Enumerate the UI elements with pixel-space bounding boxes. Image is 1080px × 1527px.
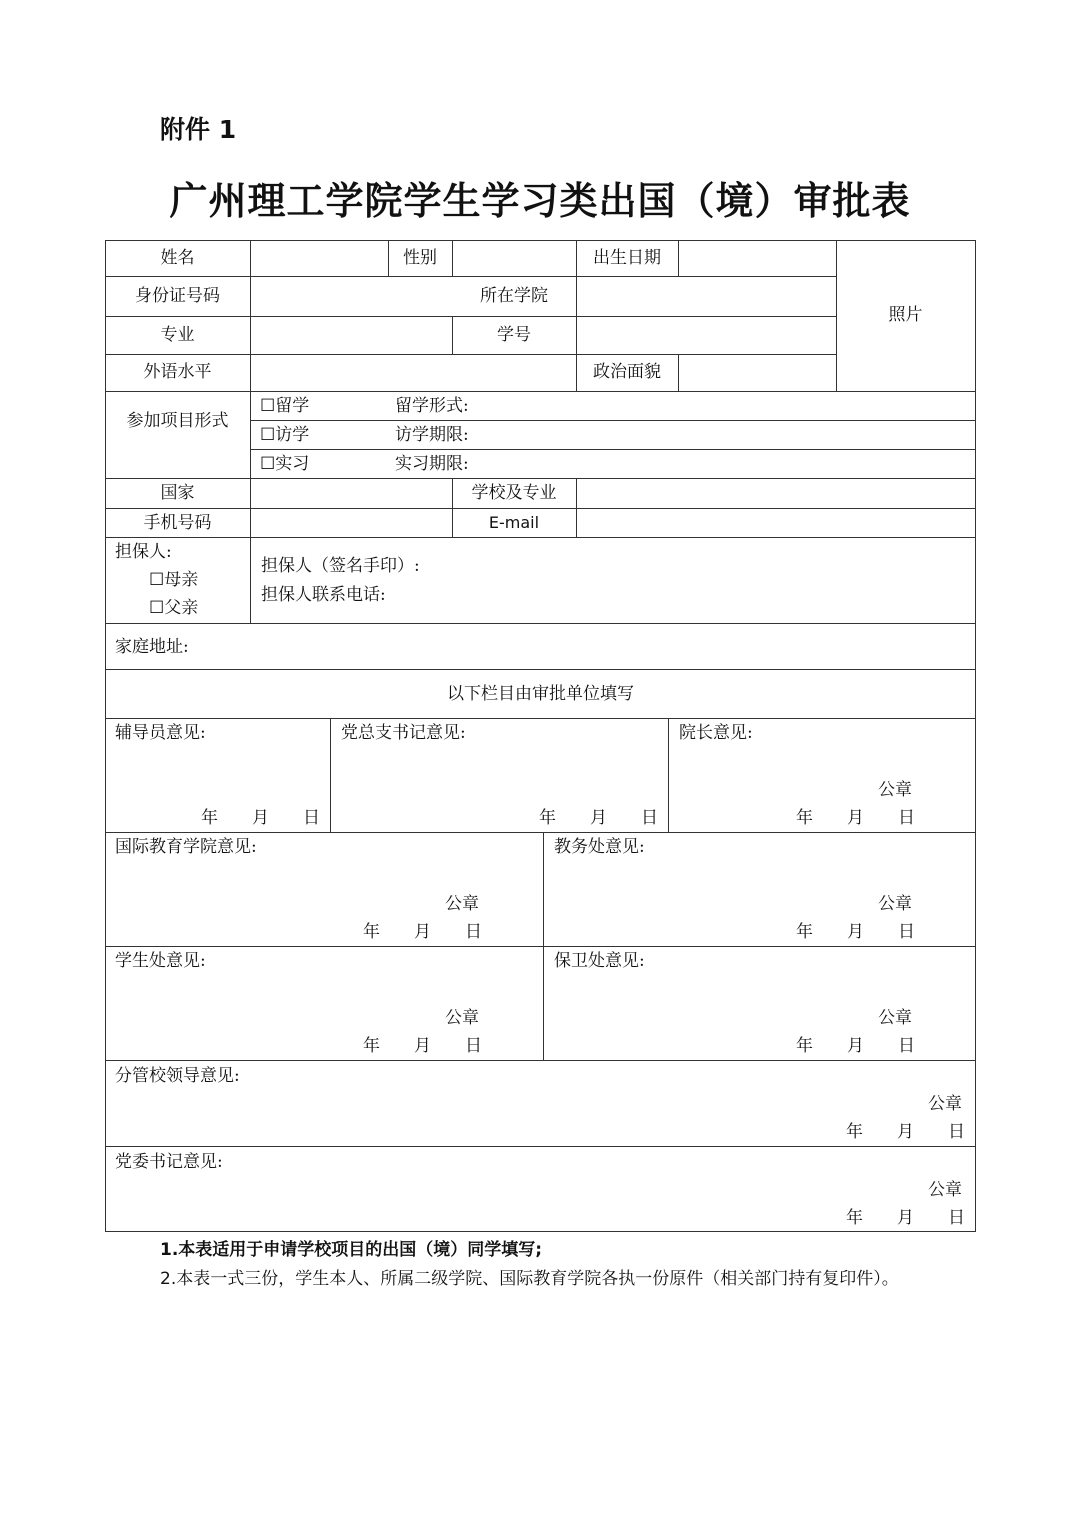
form-line: [105, 391, 976, 392]
form-line: [105, 478, 976, 479]
form-line: [678, 240, 679, 276]
country-label: 国家: [160, 483, 195, 503]
intl-college-seal: 公章: [445, 894, 479, 914]
mobile-label: 手机号码: [143, 513, 212, 533]
gender-label: 性别: [403, 248, 437, 268]
form-line: [250, 420, 976, 421]
student-affairs-seal: 公章: [445, 1008, 479, 1028]
guarantor-phone-label: 担保人联系电话:: [261, 585, 386, 605]
visiting-period-label: 访学期限:: [395, 425, 469, 445]
dean-date: 年 月 日: [796, 808, 915, 828]
form-line: [105, 1060, 976, 1061]
college-label: 所在学院: [480, 286, 548, 306]
form-line: [105, 623, 976, 624]
political-status-label: 政治面貌: [593, 362, 661, 382]
school-major-label: 学校及专业: [471, 483, 557, 503]
form-line: [105, 946, 976, 947]
academic-affairs-date: 年 月 日: [796, 922, 915, 942]
intl-college-date: 年 月 日: [363, 922, 482, 942]
checkbox-father[interactable]: ☐父亲: [149, 598, 199, 618]
form-line: [105, 354, 836, 355]
form-line: [678, 354, 679, 391]
form-line: [105, 240, 106, 1232]
form-line: [576, 478, 577, 537]
security-date: 年 月 日: [796, 1036, 915, 1056]
student-affairs-date: 年 月 日: [363, 1036, 482, 1056]
form-line: [105, 240, 976, 241]
guarantor-label: 担保人:: [115, 542, 172, 562]
checkbox-visiting[interactable]: ☐访学: [260, 425, 310, 445]
photo-label: 照片: [888, 305, 923, 325]
dean-opinion-label: 院长意见:: [679, 723, 753, 743]
academic-affairs-seal: 公章: [878, 894, 912, 914]
language-level-label: 外语水平: [143, 362, 212, 382]
school-leader-date: 年 月 日: [846, 1122, 965, 1142]
project-form-label: 参加项目形式: [126, 411, 229, 431]
student-affairs-opinion-label: 学生处意见:: [115, 951, 206, 971]
email-label: E-mail: [488, 513, 540, 532]
party-secretary-date: 年 月 日: [846, 1208, 965, 1228]
study-form-label: 留学形式:: [395, 396, 469, 416]
form-line: [105, 832, 976, 833]
form-line: [105, 718, 976, 719]
student-id-label: 学号: [497, 325, 531, 345]
security-opinion-label: 保卫处意见:: [554, 951, 645, 971]
checkbox-mother[interactable]: ☐母亲: [149, 570, 199, 590]
party-branch-date: 年 月 日: [539, 808, 658, 828]
home-address-label: 家庭地址:: [115, 637, 189, 657]
party-secretary-seal: 公章: [928, 1180, 962, 1200]
form-line: [105, 508, 976, 509]
form-line: [543, 832, 544, 1060]
party-secretary-opinion-label: 党委书记意见:: [115, 1152, 223, 1172]
academic-affairs-opinion-label: 教务处意见:: [554, 837, 645, 857]
form-line: [452, 240, 453, 276]
form-line: [975, 240, 976, 1232]
approval-form: [105, 240, 976, 1232]
security-seal: 公章: [878, 1008, 912, 1028]
note-1: 1.本表适用于申请学校项目的出国（境）同学填写;: [160, 1240, 543, 1260]
notes: [160, 1236, 940, 1294]
form-line: [105, 537, 976, 538]
id-number-label: 身份证号码: [135, 286, 220, 306]
form-line: [105, 1146, 976, 1147]
form-line: [105, 316, 836, 317]
form-line: [105, 669, 976, 670]
page-title: 广州理工学院学生学习类出国（境）审批表: [169, 179, 911, 223]
form-line: [250, 449, 976, 450]
internship-period-label: 实习期限:: [395, 454, 469, 474]
approval-header: 以下栏目由审批单位填写: [447, 684, 634, 704]
name-label: 姓名: [160, 248, 195, 268]
intl-college-opinion-label: 国际教育学院意见:: [115, 837, 257, 857]
counselor-date: 年 月 日: [201, 808, 320, 828]
school-leader-seal: 公章: [928, 1094, 962, 1114]
party-branch-opinion-label: 党总支书记意见:: [341, 723, 466, 743]
school-leader-opinion-label: 分管校领导意见:: [115, 1066, 240, 1086]
guarantor-sign-label: 担保人（签名手印）:: [261, 556, 420, 576]
dean-seal: 公章: [878, 780, 912, 800]
form-line: [250, 240, 251, 623]
attachment-label: 附件 1: [160, 115, 237, 144]
checkbox-internship[interactable]: ☐实习: [260, 454, 310, 474]
form-line: [105, 276, 836, 277]
birth-date-label: 出生日期: [593, 248, 661, 268]
checkbox-study-abroad[interactable]: ☐留学: [260, 396, 310, 416]
major-label: 专业: [160, 325, 195, 345]
note-2: 2.本表一式三份，学生本人、所属二级学院、国际教育学院各执一份原件（相关部门持有复印件）。: [160, 1269, 899, 1289]
counselor-opinion-label: 辅导员意见:: [115, 723, 206, 743]
form-line: [105, 1231, 976, 1232]
